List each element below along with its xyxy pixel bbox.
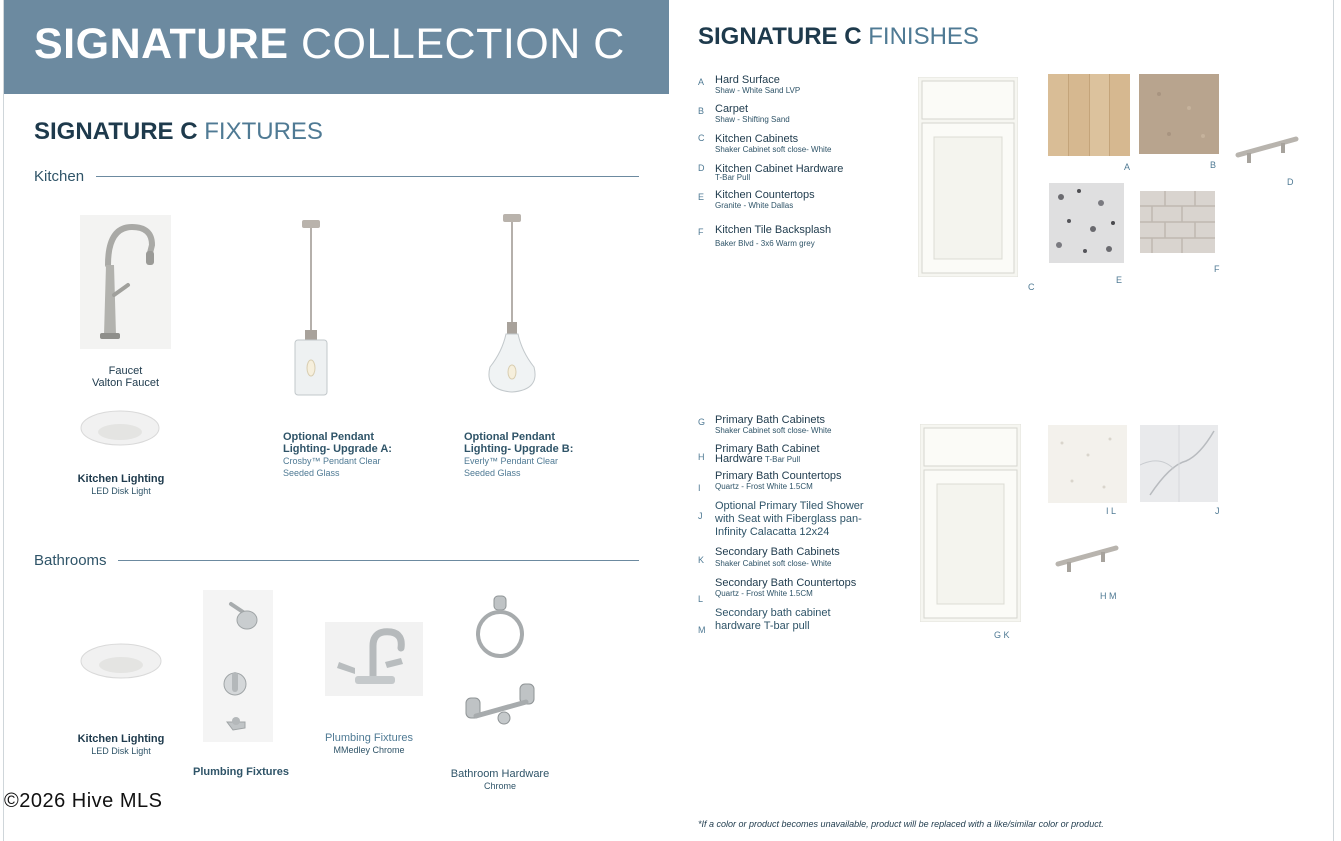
finish-title: Primary Bath Cabinets bbox=[715, 414, 826, 426]
pendant-a-line4: Seeded Glass bbox=[283, 468, 340, 478]
finish-title: Secondary Bath Cabinets bbox=[715, 546, 840, 558]
bath-lighting-caption bbox=[66, 733, 176, 757]
plumbing-fixtures-2-title: Plumbing Fixtures bbox=[324, 732, 414, 744]
finish-letter: A bbox=[698, 77, 705, 87]
swatch-label-j: J bbox=[1215, 506, 1220, 516]
kitchen-cabinet-swatch bbox=[918, 77, 1018, 277]
finish-title-line2: Hardware bbox=[715, 453, 763, 465]
finish-title: Kitchen Cabinet Hardware bbox=[715, 163, 844, 175]
collection-title-light: COLLECTION C bbox=[301, 20, 625, 68]
toilet-paper-holder-image bbox=[464, 680, 536, 736]
finish-letter: M bbox=[698, 625, 706, 635]
swatch-label-a: A bbox=[1124, 162, 1131, 172]
finish-subtitle: Shaker Cabinet soft close- White bbox=[715, 426, 832, 435]
copyright-watermark: ©2026 Hive MLS bbox=[4, 790, 163, 812]
swatch-label-d: D bbox=[1287, 177, 1294, 187]
pendant-a-image bbox=[293, 218, 329, 398]
finish-letter: G bbox=[698, 417, 706, 427]
quartz-frost-white-swatch bbox=[1048, 425, 1127, 503]
swatch-label-c: C bbox=[1028, 282, 1035, 292]
bathroom-hardware-title: Bathroom Hardware bbox=[450, 768, 550, 780]
finish-subtitle: T-Bar Pull bbox=[715, 173, 751, 182]
finish-subtitle: T-Bar Pull bbox=[765, 455, 801, 464]
finish-title: Secondary bath cabinet bbox=[715, 607, 831, 619]
sink-faucet-image bbox=[325, 622, 423, 696]
page-border-left bbox=[3, 0, 4, 841]
finish-subtitle: Shaw - Shifting Sand bbox=[715, 115, 790, 124]
finish-subtitle: Shaker Cabinet soft close- White bbox=[715, 559, 832, 568]
bath-cabinet-swatch bbox=[920, 424, 1021, 622]
kitchen-disk-light-image bbox=[80, 408, 160, 448]
t-bar-pull-swatch bbox=[1235, 133, 1299, 167]
kitchen-heading: Kitchen bbox=[34, 168, 85, 185]
hard-surface-swatch bbox=[1048, 74, 1130, 156]
backsplash-tile-swatch bbox=[1140, 191, 1215, 253]
finish-title: Kitchen Countertops bbox=[715, 189, 815, 201]
bathrooms-heading: Bathrooms bbox=[34, 552, 107, 569]
swatch-label-il: I L bbox=[1106, 506, 1117, 516]
finish-title: Kitchen Tile Backsplash bbox=[715, 224, 832, 236]
towel-ring-image bbox=[472, 594, 528, 662]
finish-letter: K bbox=[698, 555, 705, 565]
finish-letter: H bbox=[698, 452, 705, 462]
finish-title-line3: Infinity Calacatta 12x24 bbox=[715, 526, 830, 538]
collection-banner bbox=[4, 0, 669, 94]
finish-subtitle: Shaw - White Sand LVP bbox=[715, 86, 801, 95]
bath-disk-light-image bbox=[80, 641, 162, 681]
faucet-subtitle: Valton Faucet bbox=[91, 377, 160, 389]
finish-subtitle: Shaker Cabinet soft close- White bbox=[715, 145, 832, 154]
finish-subtitle: Quartz - Frost White 1.5CM bbox=[715, 589, 813, 598]
swatch-label-hm: H M bbox=[1100, 591, 1117, 601]
granite-swatch bbox=[1049, 183, 1124, 263]
pendant-b-line2: Lighting- Upgrade B: bbox=[464, 443, 574, 455]
finish-letter: E bbox=[698, 192, 705, 202]
finish-letter: I bbox=[698, 483, 701, 493]
bathrooms-divider bbox=[118, 560, 639, 561]
finish-title-line2: hardware T-bar pull bbox=[715, 620, 810, 632]
fixtures-title-dark: SIGNATURE C bbox=[34, 118, 198, 145]
finish-title: Optional Primary Tiled Shower bbox=[715, 500, 864, 512]
swatch-label-f: F bbox=[1214, 264, 1220, 274]
plumbing-fixtures-2-caption bbox=[314, 732, 424, 756]
calacatta-tile-swatch bbox=[1140, 425, 1218, 502]
finish-letter: C bbox=[698, 133, 705, 143]
carpet-swatch bbox=[1139, 74, 1219, 154]
bathroom-hardware-subtitle: Chrome bbox=[483, 781, 516, 791]
bath-t-bar-pull-swatch bbox=[1055, 542, 1119, 576]
finish-title: Primary Bath Cabinet bbox=[715, 443, 820, 455]
pendant-b-line3: Everly™ Pendant Clear bbox=[464, 456, 559, 466]
availability-footnote: *If a color or product becomes unavailable, product will be replaced with a like/similar color or product. bbox=[698, 819, 1104, 829]
pendant-a-line1: Optional Pendant bbox=[283, 431, 375, 443]
bath-lighting-title: Kitchen Lighting bbox=[77, 733, 165, 745]
pendant-a-caption bbox=[283, 431, 413, 479]
kitchen-divider bbox=[96, 176, 639, 177]
finish-letter: J bbox=[698, 511, 703, 521]
fixtures-title-light: FIXTURES bbox=[204, 118, 323, 145]
finish-title: Primary Bath Countertops bbox=[715, 470, 842, 482]
finish-title: Kitchen Cabinets bbox=[715, 133, 799, 145]
collection-title bbox=[34, 20, 625, 69]
finish-title: Hard Surface bbox=[715, 74, 780, 86]
finish-subtitle: Granite - White Dallas bbox=[715, 201, 794, 210]
faucet-caption bbox=[80, 365, 171, 389]
finish-subtitle: Quartz - Frost White 1.5CM bbox=[715, 482, 813, 491]
finishes-title-light: FINISHES bbox=[868, 23, 979, 50]
collection-title-bold: SIGNATURE bbox=[34, 20, 289, 68]
faucet-title: Faucet bbox=[108, 365, 143, 377]
pendant-b-line1: Optional Pendant bbox=[464, 431, 556, 443]
finishes-title-dark: SIGNATURE C bbox=[698, 23, 862, 50]
plumbing-fixtures-1-caption bbox=[186, 766, 296, 778]
page-border-right bbox=[1333, 0, 1334, 841]
finish-title: Carpet bbox=[715, 103, 749, 115]
bath-lighting-subtitle: LED Disk Light bbox=[91, 746, 151, 756]
swatch-label-b: B bbox=[1210, 160, 1217, 170]
swatch-label-e: E bbox=[1116, 275, 1123, 285]
swatch-label-gk: G K bbox=[994, 630, 1010, 640]
plumbing-fixtures-2-subtitle: MMedley Chrome bbox=[333, 745, 405, 755]
pendant-a-line3: Crosby™ Pendant Clear bbox=[283, 456, 381, 466]
pendant-b-line4: Seeded Glass bbox=[464, 468, 521, 478]
finish-subtitle: Baker Blvd - 3x6 Warm grey bbox=[715, 239, 815, 248]
finish-letter: B bbox=[698, 106, 705, 116]
kitchen-lighting-title: Kitchen Lighting bbox=[77, 473, 165, 485]
finishes-title bbox=[698, 23, 979, 51]
pendant-b-caption bbox=[464, 431, 594, 479]
kitchen-lighting-subtitle: LED Disk Light bbox=[91, 486, 151, 496]
bathroom-hardware-caption bbox=[445, 768, 555, 792]
finish-title-line2: with Seat with Fiberglass pan- bbox=[715, 513, 862, 525]
finish-letter: L bbox=[698, 594, 704, 604]
kitchen-lighting-caption bbox=[66, 473, 176, 497]
shower-fixtures-image bbox=[203, 590, 273, 742]
pendant-a-line2: Lighting- Upgrade A: bbox=[283, 443, 392, 455]
fixtures-title bbox=[34, 118, 323, 146]
finish-letter: F bbox=[698, 227, 704, 237]
plumbing-fixtures-1-title: Plumbing Fixtures bbox=[193, 766, 289, 778]
pendant-b-image bbox=[486, 212, 538, 394]
finish-letter: D bbox=[698, 163, 705, 173]
faucet-image bbox=[80, 215, 171, 349]
finish-title: Secondary Bath Countertops bbox=[715, 577, 857, 589]
